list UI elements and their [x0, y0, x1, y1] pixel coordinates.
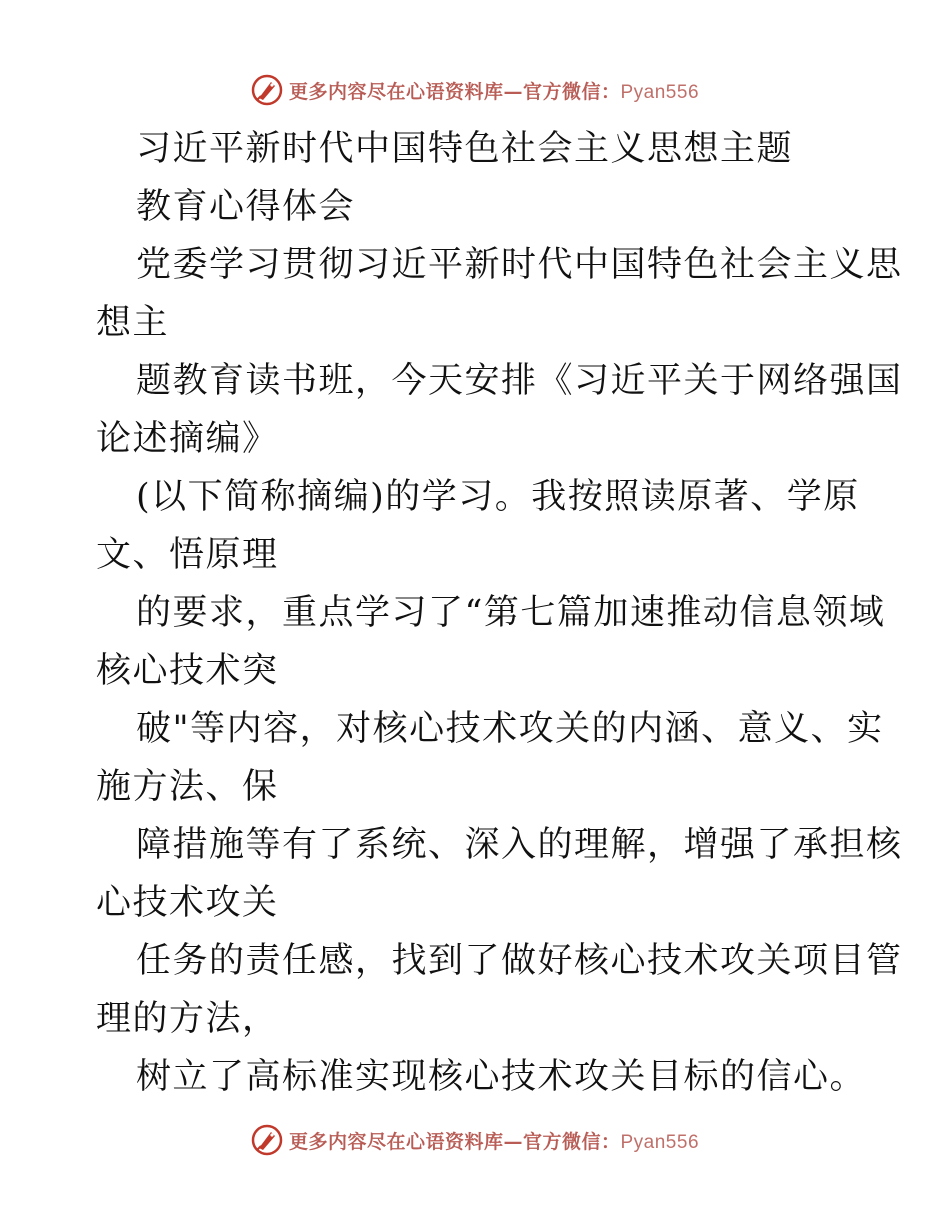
document-body: [96, 120, 903, 1106]
title-line-1: 习近平新时代中国特色社会主义思想主题: [136, 129, 794, 169]
paragraph-line: 理的方法，: [96, 999, 279, 1039]
paragraph-line: 题教育读书班，今天安排《习近平关于网络强国: [136, 361, 903, 401]
footer-banner: [0, 1120, 950, 1160]
paragraph-line: 心技术攻关: [96, 883, 279, 923]
footer-banner-handle: Pyan556: [620, 1131, 700, 1153]
paragraph-line: 论述摘编》: [96, 419, 279, 459]
footer-banner-label: 更多内容尽在心语资料库—官方微信：: [288, 1130, 621, 1153]
title-line-2: 教育心得体会: [136, 187, 356, 227]
paragraph-line: 文、悟原理: [96, 535, 279, 575]
paragraph-line: 党委学习贯彻习近平新时代中国特色社会主义思: [136, 245, 903, 285]
header-banner: [0, 70, 950, 110]
pen-nib-logo-icon: [251, 74, 283, 106]
paragraph-line: 想主: [96, 303, 170, 343]
paragraph-line: 障措施等有了系统、深入的理解，增强了承担核: [136, 825, 903, 865]
pen-nib-logo-icon: [251, 1124, 283, 1156]
paragraph-line: (以下简称摘编)的学习。我按照读原著、学原: [136, 477, 860, 517]
paragraph-line: 破"等内容，对核心技术攻关的内涵、意义、实: [136, 709, 884, 749]
footer-banner-text: [289, 1127, 699, 1154]
footer-banner-inner: [251, 1124, 699, 1156]
header-banner-label: 更多内容尽在心语资料库—官方微信：: [288, 80, 621, 103]
paragraph-line: 的要求，重点学习了“第七篇加速推动信息领域: [136, 593, 886, 633]
header-banner-handle: Pyan556: [620, 81, 700, 103]
paragraph-line: 核心技术突: [96, 651, 279, 691]
paragraph-line: 任务的责任感，找到了做好核心技术攻关项目管: [136, 941, 903, 981]
header-banner-inner: [251, 74, 699, 106]
header-banner-text: [289, 77, 699, 104]
paragraph-line: 树立了高标准实现核心技术攻关目标的信心。: [136, 1057, 867, 1097]
paragraph-line: 施方法、保: [96, 767, 279, 807]
